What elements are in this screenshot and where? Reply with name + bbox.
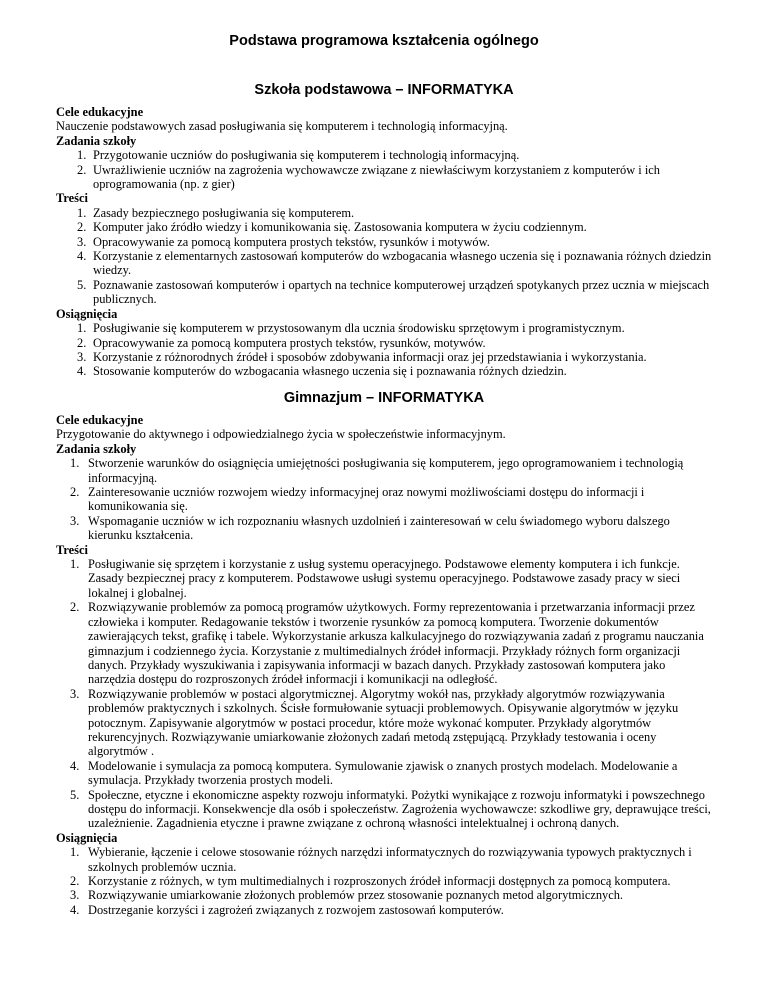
item-number: 1 . xyxy=(70,456,79,470)
item-text: Opracowywanie za pomocą komputera prostych tekstów, rysunków i motywów. xyxy=(93,234,490,249)
item-text: Zasady bezpiecznego posługiwania się komputerem. xyxy=(93,205,355,220)
item-text: Dostrzeganie korzyści i zagrożeń związanych z rozwojem zastosowań komputerów. xyxy=(88,902,504,917)
list-item xyxy=(56,220,712,234)
list-item xyxy=(56,874,712,888)
gymnasium-section-title: Gimnazjum – INFORMATYKA xyxy=(283,390,485,406)
list-item xyxy=(56,514,712,543)
list-item xyxy=(56,759,712,788)
item-number: 2 . xyxy=(70,874,79,888)
list-item xyxy=(56,148,712,162)
primary-goals-heading: Cele edukacyjne xyxy=(56,105,144,119)
list-item xyxy=(56,350,712,364)
gymnasium-goals-heading: Cele edukacyjne xyxy=(56,413,144,427)
item-number: 3 . xyxy=(70,888,79,902)
item-text: Społeczne, etyczne i ekonomiczne aspekty rozwoju informatyki. Pożytki wynikające z rozwoju informatyki i powszechnego dostępu do informacji. Konsekwencje dla osób i społeczeństw. Zagrożenia wychowawcze: szkodliwe gry, deprawujące treści, uzależnienie. Zagadnienia etyczne i prawne związane z ochroną własności intelektualnej i ochroną danych. xyxy=(88,787,711,831)
gymnasium-section xyxy=(56,389,712,917)
list-item xyxy=(56,557,712,600)
list-item xyxy=(56,235,712,249)
list-item xyxy=(56,888,712,902)
item-number: 4 . xyxy=(70,759,79,773)
item-number: 1 . xyxy=(77,148,86,162)
item-number: 3 . xyxy=(77,350,86,364)
item-text: Przygotowanie uczniów do posługiwania się komputerem i technologią informacyjną. xyxy=(93,148,520,163)
item-number: 5 . xyxy=(70,788,79,802)
list-item xyxy=(56,249,712,278)
document-title: Podstawa programowa kształcenia ogólnego xyxy=(229,33,539,49)
list-item xyxy=(56,163,712,192)
item-text: Uwrażliwienie uczniów na zagrożenia wychowawcze związane z niewłaściwym korzystaniem z komputerów i ich oprogramowania (np. z gier) xyxy=(93,162,660,192)
item-text: Zainteresowanie uczniów rozwojem wiedzy informacyjnej oraz nowymi możliwościami dostępu do informacji i komunikowania się. xyxy=(88,485,645,514)
item-number: 2 . xyxy=(70,485,79,499)
item-number: 2 . xyxy=(77,163,86,177)
gymnasium-tasks-list xyxy=(56,456,712,542)
item-number: 3 . xyxy=(70,514,79,528)
item-text: Rozwiązywanie umiarkowanie złożonych problemów przez stosowanie poznanych metod algorytmicznych. xyxy=(88,888,624,903)
item-text: Korzystanie z elementarnych zastosowań komputerów do wzbogacania własnego uczenia się i poznawania różnych dziedzin wiedzy. xyxy=(93,249,712,278)
item-number: 3 . xyxy=(77,235,86,249)
list-item xyxy=(56,336,712,350)
item-text: Rozwiązywanie problemów w postaci algorytmicznej. Algorytmy wokół nas, przykłady algorytmów rozwiązywania problemów praktycznych i szkolnych. Ścisłe formułowanie sytuacji problemowych. Opisywanie algorytmów w języku potocznym. Zapisywanie algorytmów w postaci procedur, które może wykonać komputer. Przykłady algorytmów rekurencyjnych. Rozwiązywanie umiarkowanie złożonych zadań metodą zstępującą. Przykłady testowania i oceny algorytmów . xyxy=(88,686,679,759)
item-number: 3 . xyxy=(70,687,79,701)
primary-content-heading: Treści xyxy=(56,191,88,206)
item-text: Stosowanie komputerów do wzbogacania własnego uczenia się i poznawania różnych dziedzin. xyxy=(93,364,567,379)
primary-tasks-list xyxy=(56,148,712,191)
primary-goals-text: Nauczenie podstawowych zasad posługiwania się komputerem i technologią informacyjną. xyxy=(56,119,508,134)
list-item xyxy=(56,206,712,220)
gymnasium-goals-text: Przygotowanie do aktywnego i odpowiedzialnego życia w społeczeństwie informacyjnym. xyxy=(56,427,506,442)
item-number: 1 . xyxy=(77,321,86,335)
primary-tasks-heading: Zadania szkoły xyxy=(56,133,137,148)
gymnasium-content-heading: Treści xyxy=(56,542,88,557)
list-item xyxy=(56,364,712,378)
item-number: 4 . xyxy=(70,903,79,917)
item-number: 4 . xyxy=(77,364,86,378)
item-number: 1 . xyxy=(70,557,79,571)
list-item xyxy=(56,456,712,485)
primary-school-section xyxy=(56,81,712,379)
primary-achievements-list xyxy=(56,321,712,379)
gymnasium-tasks-heading: Zadania szkoły xyxy=(56,441,137,456)
item-text: Opracowywanie za pomocą komputera prostych tekstów, rysunków, motywów. xyxy=(93,335,486,350)
primary-section-title: Szkoła podstawowa – INFORMATYKA xyxy=(254,82,514,98)
list-item xyxy=(56,845,712,874)
item-text: Stworzenie warunków do osiągnięcia umiejętności posługiwania się komputerem, jego oprogramowaniem i technologią informacyjną. xyxy=(88,456,684,485)
gymnasium-achievements-heading: Osiągnięcia xyxy=(56,830,118,845)
item-text: Modelowanie i symulacja za pomocą komputera. Symulowanie zjawisk o znanych prostych modelach. Modelowanie a symulacja. Przykłady tworzenia prostych modeli. xyxy=(88,758,678,788)
item-number: 4 . xyxy=(77,249,86,263)
list-item xyxy=(56,903,712,917)
primary-content-list xyxy=(56,206,712,307)
list-item xyxy=(56,687,712,759)
item-text: Korzystanie z różnych, w tym multimedialnych i rozproszonych źródeł informacji dostępnych za pomocą komputera. xyxy=(88,874,671,888)
item-number: 5 . xyxy=(77,278,86,292)
item-number: 2 . xyxy=(77,336,86,350)
item-text: Komputer jako źródło wiedzy i komunikowania się. Zastosowania komputera w życiu codziennym. xyxy=(93,220,587,235)
primary-achievements-heading: Osiągnięcia xyxy=(56,306,118,321)
list-item xyxy=(56,321,712,335)
list-item xyxy=(56,485,712,514)
list-item xyxy=(56,788,712,831)
list-item xyxy=(56,278,712,307)
item-text: Wspomaganie uczniów w ich rozpoznaniu własnych uzdolnień i zainteresowań w celu świadomego wyboru dalszego kierunku kształcenia. xyxy=(88,513,670,543)
item-text: Posługiwanie się komputerem w przystosowanym dla ucznia środowisku sprzętowym i programistycznym. xyxy=(93,321,625,336)
item-text: Korzystanie z różnorodnych źródeł i sposobów zdobywania informacji oraz jej przedstawiania i wykorzystania. xyxy=(93,349,647,364)
item-text: Posługiwanie się sprzętem i korzystanie z usług systemu operacyjnego. Podstawowe elementy komputera i ich funkcje. Zasady bezpiecznej pracy z komputerem. Podstawowe usługi systemu operacyjnego. Podstawowe zasady pracy w sieci lokalnej i globalnej. xyxy=(88,557,681,600)
list-item xyxy=(56,600,712,686)
gymnasium-content-list xyxy=(56,557,712,831)
item-number: 2 . xyxy=(70,600,79,614)
item-text: Poznawanie zastosowań komputerów i opartych na technice komputerowej urządzeń spotykanych przez ucznia w miejscach publicznych. xyxy=(93,277,710,307)
item-text: Wybieranie, łączenie i celowe stosowanie różnych narzędzi informatycznych do rozwiązywania typowych praktycznych i szkolnych problemów ucznia. xyxy=(88,845,692,874)
gymnasium-achievements-list xyxy=(56,845,712,917)
item-number: 2 . xyxy=(77,220,86,234)
item-text: Rozwiązywanie problemów za pomocą programów użytkowych. Formy reprezentowania i przetwarzania informacji przez człowieka i komputer. Redagowanie tekstów i tworzenie rysunków za pomocą komputera. Tworzenie dokumentów zawierających tekst, grafikę i tabele. Wykorzystanie arkusza kalkulacyjnego do rozwiązywania zadań z programu nauczania gimnazjum i codziennego życia. Korzystanie z multimedialnych źródeł informacji. Przykłady różnych form organizacji danych. Przykłady wyszukiwania i zapisywania informacji w bazach danych. Przykłady zastosowań komputera jako narzędzia dostępu do rozproszonych źródeł informacji i komunikacji na odległość. xyxy=(88,600,704,687)
item-number: 1 . xyxy=(77,206,86,220)
item-number: 1 . xyxy=(70,845,79,859)
